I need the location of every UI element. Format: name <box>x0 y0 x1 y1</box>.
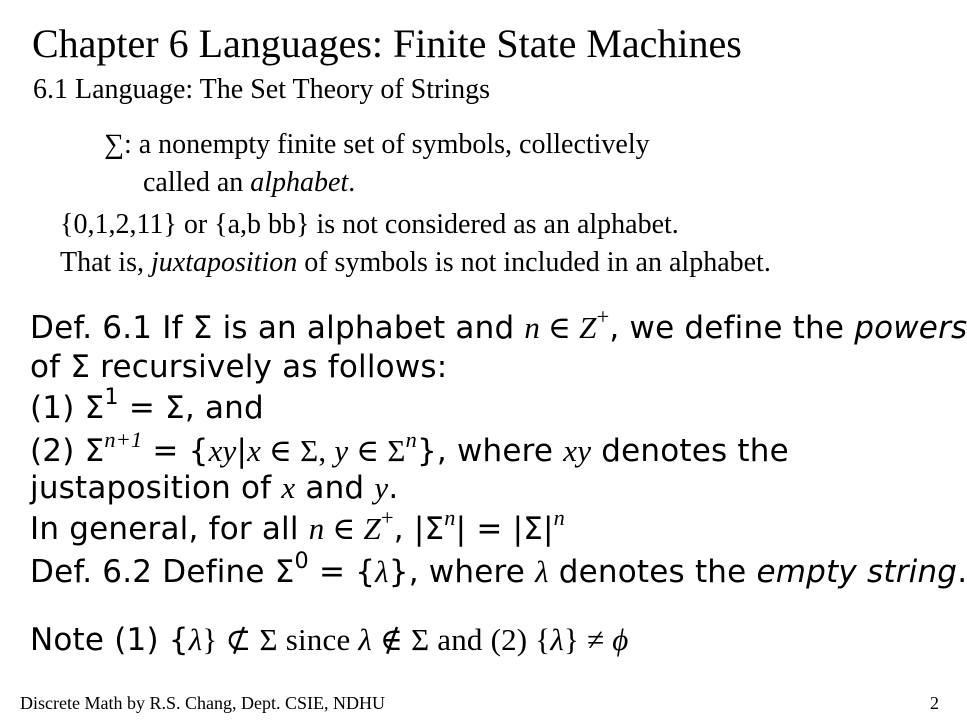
lambda-symbol-2: λ <box>535 554 549 589</box>
general-exponent-n: n <box>444 505 456 531</box>
alphabet-definition-text: : a nonempty finite set of symbols, collectively <box>123 129 650 160</box>
element-of-symbol: ∈ <box>540 310 580 345</box>
non-alphabet-example: {0,1,2,11} or {a,b bb} is not considered as an alphabet. <box>60 209 679 240</box>
var-y-2: y <box>374 470 389 505</box>
alphabet-definition-suffix: . <box>348 167 356 198</box>
case1-text-a: (1) Σ <box>30 390 105 426</box>
empty-string-term: empty string <box>756 554 958 590</box>
var-xy: xy <box>208 433 237 468</box>
def61-line3 <box>30 384 264 427</box>
general-text-b: , |Σ <box>393 511 445 547</box>
def61-text-b: , we define the <box>609 310 855 346</box>
alphabet-definition-line1 <box>104 128 650 162</box>
def62-line <box>30 548 967 591</box>
def62-text-d: denotes the <box>548 554 757 590</box>
justaposition-text-c: . <box>388 470 399 506</box>
var-n: n <box>524 310 541 345</box>
def62-exponent: 0 <box>294 548 309 575</box>
footer-credit: Discrete Math by R.S. Chang, Dept. CSIE, NDHU <box>20 693 385 713</box>
general-var-n: n <box>308 511 325 546</box>
general-plus: + <box>380 505 394 531</box>
general-element-of: ∈ <box>324 511 364 546</box>
juxtaposition-term: juxtaposition <box>151 247 298 278</box>
case1-exponent: 1 <box>104 384 119 411</box>
var-x-2: x <box>281 470 296 505</box>
def62-text-a: Def. 6.2 Define Σ <box>30 554 295 590</box>
var-x: x <box>247 433 262 468</box>
def62-text-c: }, where <box>388 554 536 590</box>
var-Z: Z <box>579 310 597 345</box>
powers-term: powers <box>854 310 967 346</box>
general-text-c: | = |Σ| <box>455 511 554 547</box>
case2-text-c: ∈ Σ, <box>261 433 335 468</box>
case2-text-b: = { <box>142 433 209 469</box>
case2-text-d: ∈ Σ <box>348 433 406 468</box>
case2-text-e: }, where <box>416 433 564 469</box>
general-formula <box>30 505 566 548</box>
alphabet-definition-prefix: called an <box>143 167 251 198</box>
general-text-a: In general, for all <box>30 511 309 547</box>
case1-text-b: = Σ, and <box>118 390 264 426</box>
sigma-symbol: ∑ <box>104 129 124 160</box>
note-line <box>30 621 628 659</box>
case2-text-f: denotes the <box>591 433 789 469</box>
slide-subtitle: 6.1 Language: The Set Theory of Strings <box>33 74 490 105</box>
def61-line4 <box>30 427 789 470</box>
note-text-a: Note (1) { <box>30 622 189 658</box>
note-text-b: } ⊄ Σ since <box>202 622 359 657</box>
general-var-Z: Z <box>363 511 381 546</box>
def62-text-e: . <box>957 554 967 590</box>
note-lambda: λ <box>188 622 203 657</box>
note-text-c: ∉ Σ and (2) { <box>372 622 551 657</box>
case2-exponent-n: n <box>405 427 417 453</box>
general-exponent-n-2: n <box>553 505 566 531</box>
lambda-symbol: λ <box>375 554 389 589</box>
phi-symbol: ϕ <box>612 622 629 657</box>
set-bar: | <box>236 433 248 469</box>
juxtaposition-prefix: That is, <box>60 247 151 278</box>
juxtaposition-suffix: of symbols is not included in an alphabet. <box>297 247 771 278</box>
slide-title: Chapter 6 Languages: Finite State Machines <box>32 21 742 66</box>
def61-line5 <box>30 469 398 507</box>
plus-superscript: + <box>596 304 610 330</box>
def61-line1 <box>30 304 967 347</box>
def61-text-a: Def. 6.1 If Σ is an alphabet and <box>30 310 525 346</box>
case2-text-a: (2) Σ <box>30 433 105 469</box>
def62-text-b: = { <box>308 554 376 590</box>
juxtaposition-note <box>60 246 771 280</box>
alphabet-term: alphabet <box>250 167 349 198</box>
note-text-d: } ≠ <box>563 622 613 657</box>
note-lambda-2: λ <box>358 622 373 657</box>
var-y: y <box>334 433 349 468</box>
justaposition-text-a: justaposition of <box>30 470 282 506</box>
alphabet-definition-line2 <box>143 166 355 200</box>
note-lambda-3: λ <box>550 622 564 657</box>
justaposition-text-b: and <box>295 470 375 506</box>
case2-exponent: n+1 <box>104 427 143 453</box>
var-xy-2: xy <box>563 433 592 468</box>
page-number: 2 <box>930 693 939 713</box>
def61-line2: of Σ recursively as follows: <box>30 349 448 385</box>
